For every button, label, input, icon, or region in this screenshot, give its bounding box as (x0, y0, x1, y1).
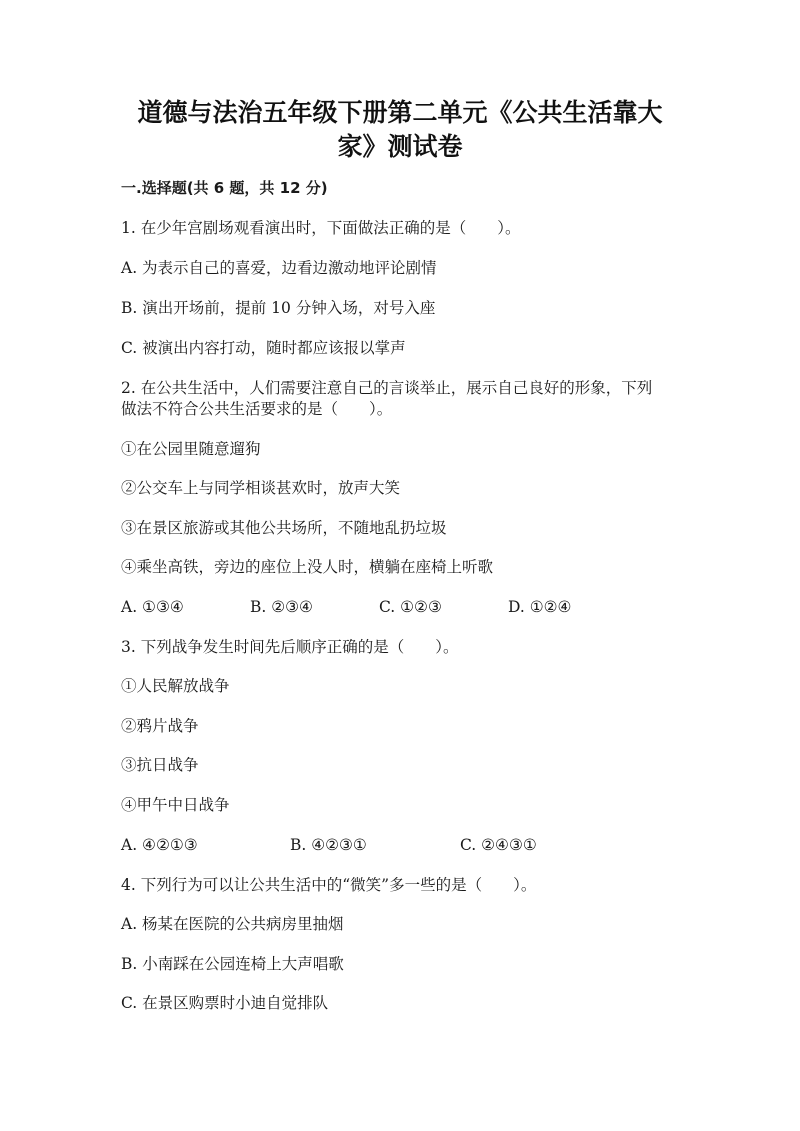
question-4-stem: 4. 下列行为可以让公共生活中的“微笑”多一些的是（ ）。 (121, 876, 537, 894)
question-2-statement-2: ②公交车上与同学相谈甚欢时，放声大笑 (121, 479, 401, 497)
question-1-option-b: B. 演出开场前，提前 10 分钟入场，对号入座 (121, 299, 436, 317)
question-3-option-a: A. ④②①③ (121, 836, 198, 854)
question-2-statement-3: ③在景区旅游或其他公共场所，不随地乱扔垃圾 (121, 519, 447, 537)
question-1-option-c: C. 被演出内容打动，随时都应该报以掌声 (121, 339, 406, 357)
question-3-statement-2: ②鸦片战争 (121, 717, 199, 735)
question-1-stem: 1. 在少年宫剧场观看演出时，下面做法正确的是（ ）。 (121, 219, 521, 237)
section-heading: 一.选择题(共 6 题，共 12 分) (121, 179, 328, 197)
question-2-option-b: B. ②③④ (250, 598, 313, 616)
question-3-statement-3: ③抗日战争 (121, 756, 199, 774)
question-4-option-c: C. 在景区购票时小迪自觉排队 (121, 994, 329, 1012)
question-4-option-b: B. 小南踩在公园连椅上大声唱歌 (121, 955, 344, 973)
question-3-statement-4: ④甲午中日战争 (121, 796, 230, 814)
question-4-option-a: A. 杨某在医院的公共病房里抽烟 (121, 915, 344, 933)
title-line-2: 家》测试卷 (337, 132, 463, 161)
question-2-statement-1: ①在公园里随意遛狗 (121, 440, 261, 458)
document-title (100, 96, 700, 164)
question-2-option-a: A. ①③④ (121, 598, 184, 616)
question-3-statement-1: ①人民解放战争 (121, 677, 230, 695)
question-2-option-c: C. ①②③ (379, 598, 442, 616)
question-2-stem-line-2: 做法不符合公共生活要求的是（ ）。 (121, 400, 393, 418)
question-3-option-b: B. ④②③① (290, 836, 367, 854)
question-2-statement-4: ④乘坐高铁，旁边的座位上没人时，横躺在座椅上听歌 (121, 558, 494, 576)
question-3-option-c: C. ②④③① (460, 836, 537, 854)
question-2-option-d: D. ①②④ (508, 598, 572, 616)
title-line-1: 道德与法治五年级下册第二单元《公共生活靠大 (137, 98, 663, 127)
question-1-option-a: A. 为表示自己的喜爱，边看边激动地评论剧情 (121, 259, 437, 277)
question-3-stem: 3. 下列战争发生时间先后顺序正确的是（ ）。 (121, 638, 459, 656)
question-2-stem-line-1: 2. 在公共生活中，人们需要注意自己的言谈举止，展示自己良好的形象，下列 (121, 379, 653, 397)
